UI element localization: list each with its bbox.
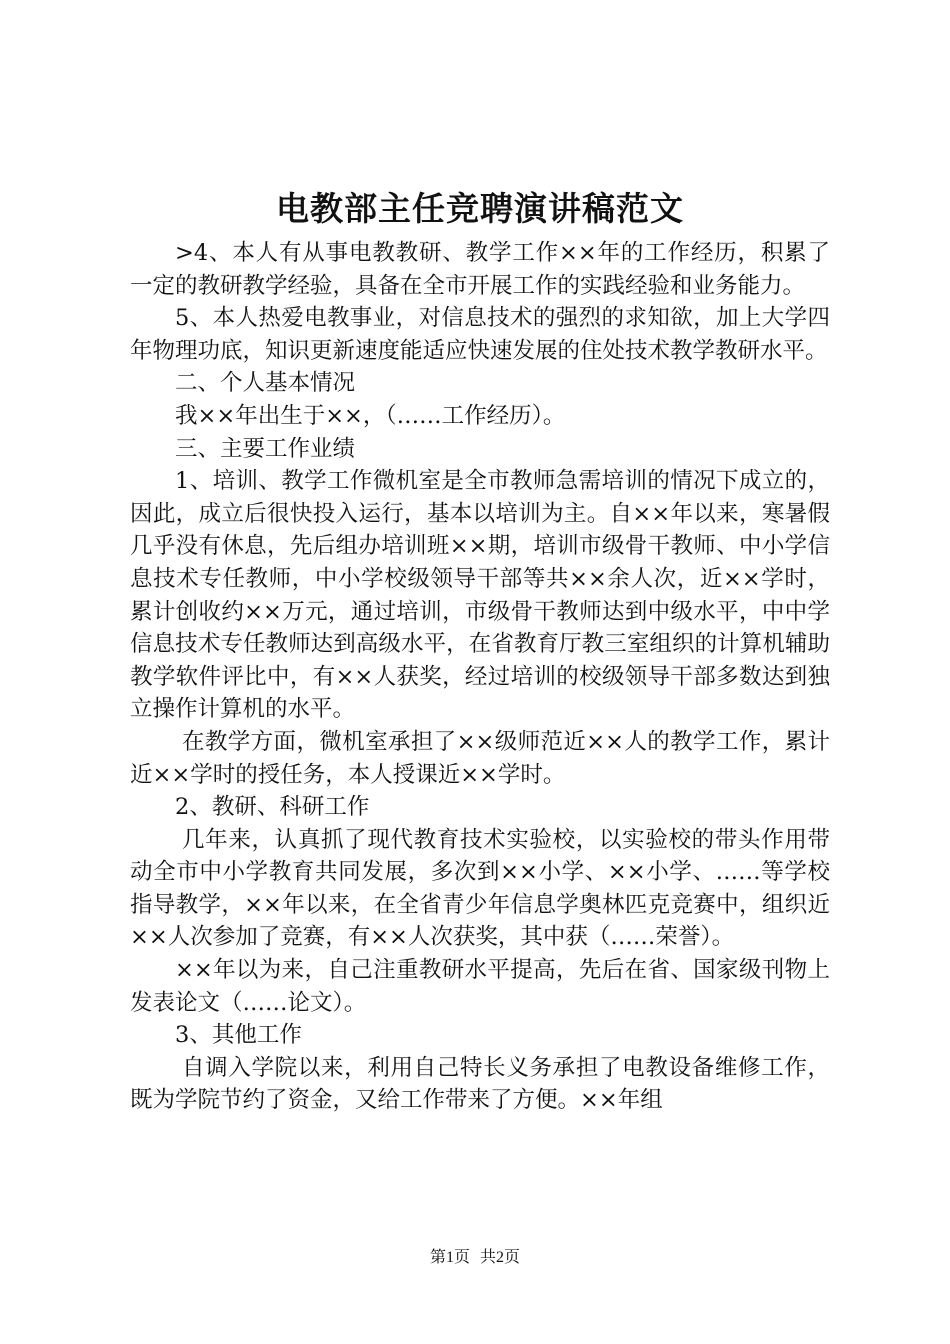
paragraph-item-4: >4、本人有从事电教教研、教学工作××年的工作经历，积累了一定的教研教学经验，具备在全市开展工作的实践经验和业务能力。 xyxy=(130,240,830,299)
section-heading-achievements: 三、主要工作业绩 xyxy=(175,435,356,462)
paragraph-item-5: 5、本人热爱电教事业，对信息技术的强烈的求知欲，加上大学四年物理功底，知识更新速度能适应快速发展的住处技术教学教研水平。 xyxy=(130,305,830,364)
page-number-total: 共2页 xyxy=(480,1249,521,1266)
subheading-research: 2、教研、科研工作 xyxy=(175,794,370,821)
paragraph-basic-info: 我××年出生于××，（……工作经历）。 xyxy=(175,402,566,429)
paragraph-research: 几年来，认真抓了现代教育技术实验校，以实验校的带头作用带动全市中小学教育共同发展，多次到××小学、××小学、……等学校指导教学，××年以来，在全省青少年信息学奥林匹克竞赛中，组织近××人次参加了竞赛，有××人次获奖，其中获（……荣誉）。 xyxy=(130,826,830,951)
paragraph-other-work: 自调入学院以来，利用自己特长义务承担了电教设备维修工作，既为学院节约了资金，又给工作带来了方便。××年组 xyxy=(130,1054,830,1114)
document-title: 电教部主任竞聘演讲稿范文 xyxy=(276,189,684,228)
document-page xyxy=(130,185,830,1117)
paragraph-training: 1、培训、教学工作微机室是全市教师急需培训的情况下成立的，因此，成立后很快投入运行，基本以培训为主。自××年以来，寒暑假几乎没有休息，先后组办培训班××期，培训市级骨干教师、中小学信息技术专任教师，中小学校级领导干部等共××余人次，近××学时，累计创收约××万元，通过培训，市级骨干教师达到中级水平，中中学信息技术专任教师达到高级水平，在省教育厅教三室组织的计算机辅助教学软件评比中，有××人获奖，经过培训的校级领导干部多数达到独立操作计算机的水平。 xyxy=(130,468,830,723)
paragraph-publications: ××年以为来，自己注重教研水平提高，先后在省、国家级刊物上发表论文（……论文）。 xyxy=(130,957,830,1016)
section-heading-basic-info: 二、个人基本情况 xyxy=(175,370,356,397)
page-footer xyxy=(0,1244,950,1267)
subheading-other-work: 3、其他工作 xyxy=(175,1022,302,1049)
page-number-current: 第1页 xyxy=(429,1249,470,1266)
paragraph-teaching: 在教学方面，微机室承担了××级师范近××人的教学工作，累计近××学时的授任务，本人授课近××学时。 xyxy=(130,728,830,788)
